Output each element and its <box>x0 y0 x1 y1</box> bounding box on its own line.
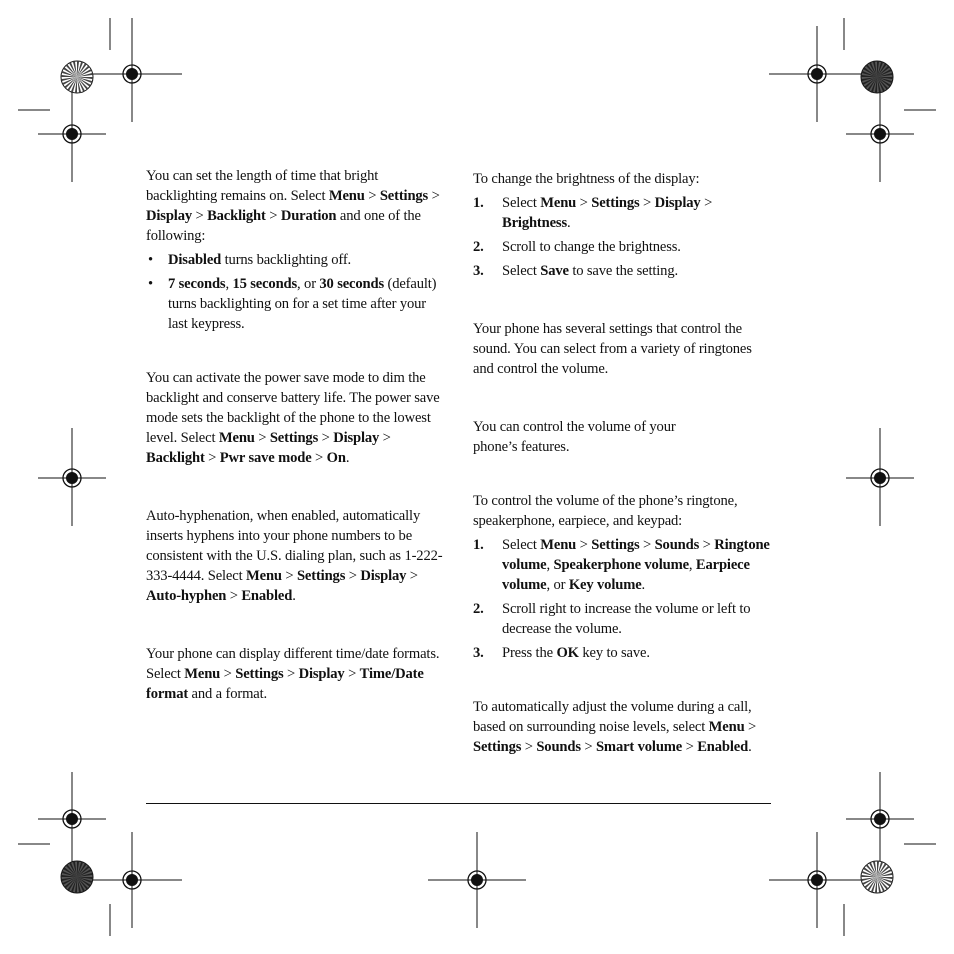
text-run: . <box>292 588 296 604</box>
text-run: You can set the length of time that bright backlighting remains on. Select <box>146 168 379 204</box>
text-run: . <box>345 450 350 466</box>
menu-term: Menu <box>708 719 745 735</box>
bullet-icon: • <box>148 276 153 292</box>
separator: > <box>580 739 596 755</box>
text-run: Press the <box>502 645 557 661</box>
separator: > <box>344 666 360 682</box>
seconds-option: 30 seconds <box>319 276 384 292</box>
sound-intro-paragraph: Your phone has several settings that control the sound. You can select from a variety of ringtones and control the volume. <box>473 321 752 377</box>
earpiece-volume-term: Earpiece volume <box>502 557 750 593</box>
text-run: Auto-hyphenation, when enabled, automatically inserts hyphens into your phone numbers to be consistent with the U.S. dialing plan, such as 1-222-333-4444. Select <box>146 508 443 584</box>
menu-term: Menu <box>246 568 282 584</box>
settings-term: Settings <box>269 430 319 446</box>
display-term: Display <box>298 666 345 682</box>
separator: > <box>699 537 715 553</box>
step-number: 3. <box>473 263 484 279</box>
text-run: and one of the following: <box>146 208 421 244</box>
separator: > <box>639 537 655 553</box>
separator: > <box>576 195 592 211</box>
text-run: . <box>567 215 571 231</box>
text-run: . <box>641 577 646 593</box>
separator: > <box>428 188 440 204</box>
duration-term: Duration <box>280 208 337 224</box>
separator: > <box>576 537 592 553</box>
separator: > <box>700 195 713 211</box>
text-run: Select <box>502 263 541 279</box>
separator: > <box>682 739 698 755</box>
text-run: (default) turns backlighting on for a set time after your last keypress. <box>168 276 437 332</box>
separator: > <box>192 208 208 224</box>
ok-term: OK <box>556 645 579 661</box>
backlight-term: Backlight <box>207 208 266 224</box>
brightness-term: Brightness <box>502 215 567 231</box>
separator: > <box>265 208 281 224</box>
menu-term: Menu <box>328 188 365 204</box>
sounds-term: Sounds <box>536 739 581 755</box>
text-run: Your phone can display different time/date formats. Select <box>146 646 440 682</box>
text-run: Scroll to change the brightness. <box>502 239 681 255</box>
seconds-option: 7 seconds <box>168 276 226 292</box>
settings-term: Settings <box>591 195 640 211</box>
key-volume-term: Key volume <box>568 577 642 593</box>
separator: > <box>379 430 391 446</box>
separator: > <box>311 450 327 466</box>
ringtone-volume-term: Ringtone volume <box>502 537 770 573</box>
starburst-target-icon <box>861 61 893 93</box>
separator: , <box>546 557 554 573</box>
save-term: Save <box>540 263 569 279</box>
disabled-term: Disabled <box>168 252 222 268</box>
separator: , or <box>297 276 320 292</box>
starburst-target-icon <box>61 861 93 893</box>
separator: , <box>225 276 233 292</box>
separator: > <box>521 739 537 755</box>
time-date-format-term: Time/Date format <box>146 666 424 702</box>
separator: > <box>744 719 757 735</box>
step-number: 1. <box>473 537 484 553</box>
display-term: Display <box>360 568 407 584</box>
text-run: key to save. <box>578 645 650 661</box>
separator: > <box>364 188 380 204</box>
enabled-term: Enabled <box>241 588 293 604</box>
settings-term: Settings <box>591 537 640 553</box>
separator: > <box>204 450 220 466</box>
volume-steps-intro: To control the volume of the phone’s ringtone, speakerphone, earpiece, and keypad: <box>473 493 738 529</box>
separator: > <box>283 666 299 682</box>
settings-term: Settings <box>296 568 346 584</box>
text-run: . <box>748 739 752 755</box>
display-term: Display <box>146 208 192 224</box>
starburst-target-icon <box>861 861 893 893</box>
separator: > <box>254 430 270 446</box>
bullet-icon: • <box>148 252 153 268</box>
brightness-intro: To change the brightness of the display: <box>473 171 700 187</box>
separator: > <box>281 568 297 584</box>
text-run: Select <box>502 537 541 553</box>
step-number: 2. <box>473 239 484 255</box>
pwr-save-term: Pwr save mode <box>219 450 312 466</box>
display-term: Display <box>654 195 701 211</box>
settings-term: Settings <box>473 739 522 755</box>
separator: > <box>345 568 361 584</box>
step-number: 1. <box>473 195 484 211</box>
separator: > <box>406 568 418 584</box>
starburst-target-icon <box>61 61 93 93</box>
menu-term: Menu <box>540 537 577 553</box>
step-number: 2. <box>473 601 484 617</box>
text-run: Scroll right to increase the volume or left to decrease the volume. <box>502 601 751 637</box>
menu-term: Menu <box>540 195 577 211</box>
separator: > <box>226 588 242 604</box>
backlight-term: Backlight <box>146 450 205 466</box>
text-run: Select <box>502 195 541 211</box>
seconds-option: 15 seconds <box>232 276 298 292</box>
speakerphone-volume-term: Speakerphone volume <box>553 557 689 573</box>
enabled-term: Enabled <box>697 739 749 755</box>
text-run: You can activate the power save mode to dim the backlight and conserve battery life. The power save mode sets the backlight of the phone to the lowest level. Select <box>146 370 440 446</box>
smart-volume-term: Smart volume <box>595 739 683 755</box>
separator: > <box>220 666 236 682</box>
separator: > <box>318 430 334 446</box>
text-run: To automatically adjust the volume during a call, based on surrounding noise levels, select <box>473 699 752 735</box>
menu-term: Menu <box>184 666 221 682</box>
settings-term: Settings <box>235 666 284 682</box>
volume-intro-paragraph: You can control the volume of your phone’s features. <box>473 419 676 455</box>
auto-hyphen-term: Auto-hyphen <box>146 588 227 604</box>
settings-term: Settings <box>379 188 429 204</box>
display-term: Display <box>333 430 380 446</box>
text-run: and a format. <box>188 686 268 702</box>
step-number: 3. <box>473 645 484 661</box>
separator: , <box>688 557 696 573</box>
text-run: turns backlighting off. <box>221 252 352 268</box>
on-term: On <box>326 450 346 466</box>
text-run: to save the setting. <box>568 263 678 279</box>
sounds-term: Sounds <box>654 537 700 553</box>
separator: , or <box>546 577 569 593</box>
separator: > <box>639 195 655 211</box>
menu-term: Menu <box>218 430 255 446</box>
